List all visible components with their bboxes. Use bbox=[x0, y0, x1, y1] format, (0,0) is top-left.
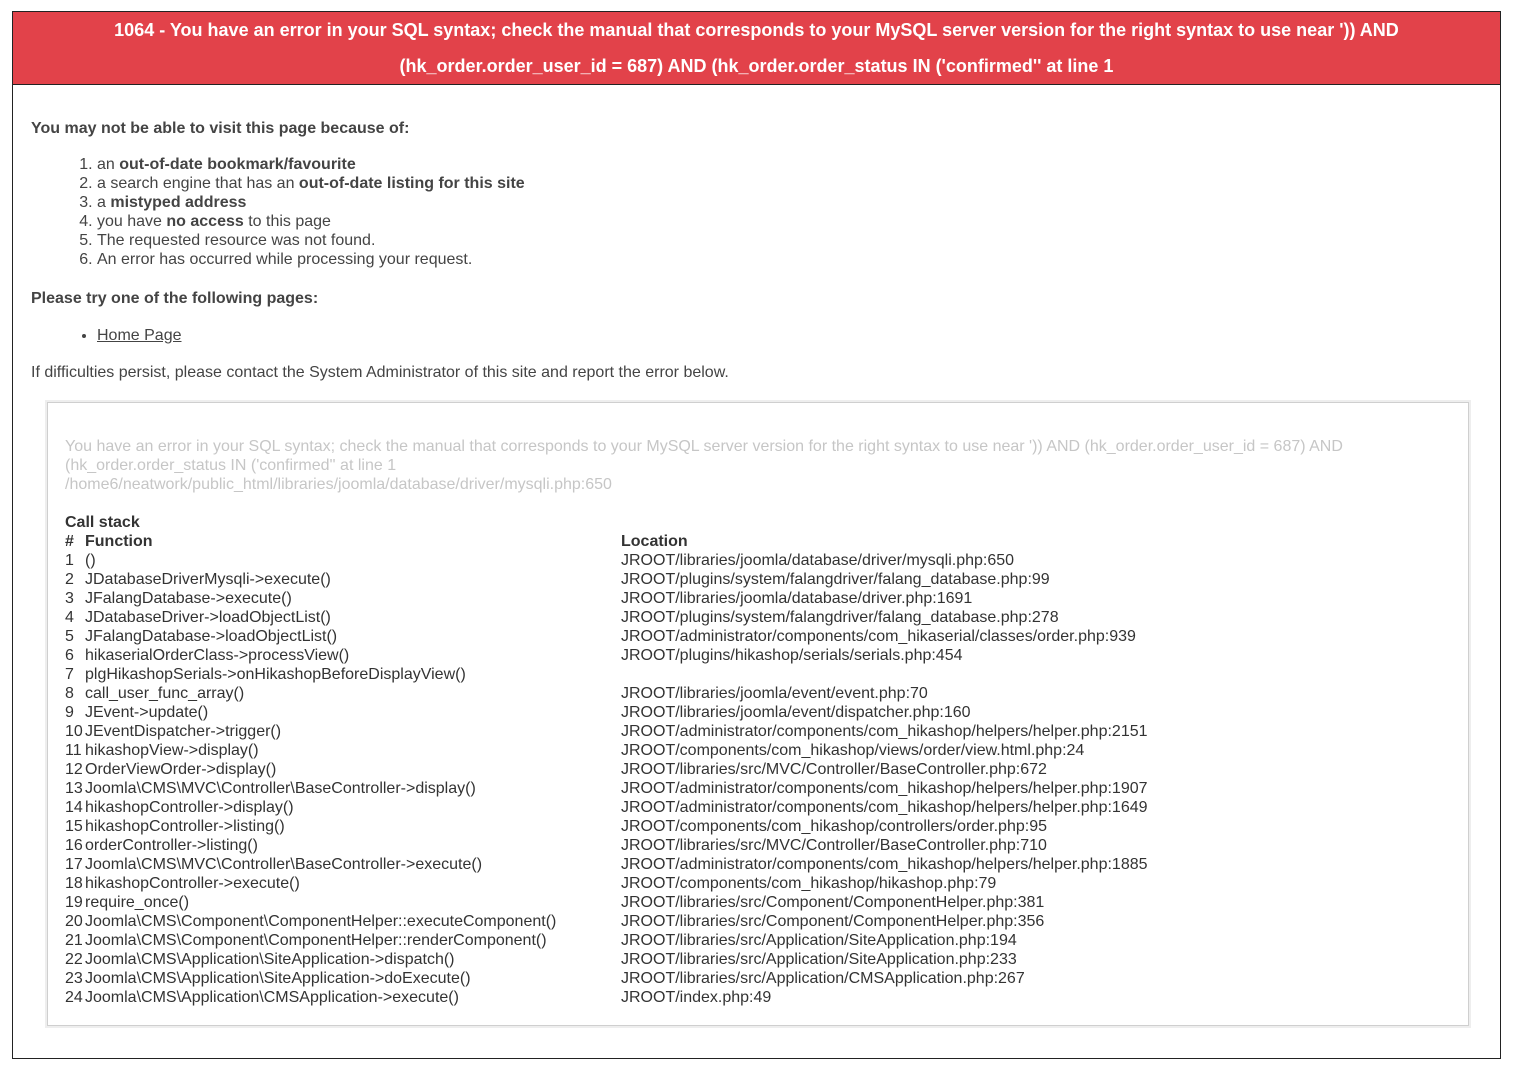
callstack-row-function: JDatabaseDriver->loadObjectList() bbox=[85, 609, 331, 626]
callstack-row-num: 16 bbox=[65, 837, 83, 854]
callstack-row bbox=[65, 722, 1148, 741]
callstack-header-row bbox=[65, 532, 1148, 551]
callstack-row bbox=[65, 874, 1148, 893]
callstack-row bbox=[65, 779, 1148, 798]
callstack-row bbox=[65, 817, 1148, 836]
callstack-row-function: hikaserialOrderClass->processView() bbox=[85, 647, 350, 664]
intro-heading: You may not be able to visit this page because of: bbox=[31, 120, 410, 137]
callstack-row bbox=[65, 551, 1148, 570]
callstack-row-num: 14 bbox=[65, 799, 83, 816]
reason-text: The requested resource was not found. bbox=[97, 232, 376, 249]
reason-text: a bbox=[97, 194, 111, 211]
callstack-row-location: JROOT/administrator/components/com_hikashop/helpers/helper.php:1907 bbox=[621, 780, 1148, 797]
callstack-row-location: JROOT/libraries/joomla/database/driver/mysqli.php:650 bbox=[621, 552, 1015, 569]
callstack-row bbox=[65, 703, 1148, 722]
trace-error-file: /home6/neatwork/public_html/libraries/joomla/database/driver/mysqli.php:650 bbox=[65, 476, 612, 493]
callstack-row-num: 24 bbox=[65, 989, 83, 1006]
callstack-row-function: Joomla\CMS\Application\SiteApplication->dispatch() bbox=[85, 951, 455, 968]
callstack-row bbox=[65, 969, 1148, 988]
reason-emphasis: mistyped address bbox=[110, 194, 247, 211]
callstack-table bbox=[65, 532, 1148, 1007]
callstack-row-num: 6 bbox=[65, 647, 74, 664]
callstack-row-location: JROOT/libraries/src/Component/ComponentHelper.php:381 bbox=[621, 894, 1045, 911]
trace-error-message: You have an error in your SQL syntax; check the manual that corresponds to your MySQL server version for the right syntax to use near ')) AND (hk_order.order_user_id = 687) AND (hk_order.order_status IN ('confirmed'' at line 1 bbox=[65, 438, 1343, 474]
callstack-row-num: 18 bbox=[65, 875, 83, 892]
callstack-row-function: JEvent->update() bbox=[85, 704, 209, 721]
callstack-row-num: 15 bbox=[65, 818, 83, 835]
callstack-row bbox=[65, 760, 1148, 779]
reason-item bbox=[97, 250, 525, 269]
callstack-row-function: JFalangDatabase->execute() bbox=[85, 590, 292, 607]
reason-item bbox=[97, 155, 525, 174]
callstack-row-location: JROOT/plugins/system/falangdriver/falang_database.php:99 bbox=[621, 571, 1050, 588]
reason-emphasis: out-of-date listing for this site bbox=[298, 175, 525, 192]
callstack-row-num: 5 bbox=[65, 628, 74, 645]
callstack-row-num: 13 bbox=[65, 780, 83, 797]
callstack-row-function: JDatabaseDriverMysqli->execute() bbox=[85, 571, 331, 588]
callstack-row-num: 2 bbox=[65, 571, 74, 588]
callstack-row-location bbox=[621, 665, 1148, 684]
callstack-row-location: JROOT/components/com_hikashop/views/order/view.html.php:24 bbox=[621, 742, 1085, 759]
callstack-row-location: JROOT/administrator/components/com_hikashop/helpers/helper.php:1885 bbox=[621, 856, 1148, 873]
callstack-row bbox=[65, 836, 1148, 855]
callstack-row-num: 11 bbox=[65, 742, 82, 759]
error-trace-box bbox=[47, 402, 1469, 1026]
callstack-row-function: Joomla\CMS\Component\ComponentHelper::renderComponent() bbox=[85, 932, 547, 949]
reason-text: an bbox=[97, 156, 120, 173]
reason-emphasis: no access bbox=[166, 213, 244, 230]
callstack-row-function: hikashopController->listing() bbox=[85, 818, 285, 835]
callstack-row-function: Joomla\CMS\Component\ComponentHelper::executeComponent() bbox=[85, 913, 557, 930]
callstack-row-function: hikashopController->display() bbox=[85, 799, 294, 816]
callstack-row-location: JROOT/libraries/src/Application/SiteApplication.php:233 bbox=[621, 951, 1017, 968]
callstack-row-num: 23 bbox=[65, 970, 83, 987]
callstack-row-function: require_once() bbox=[85, 894, 190, 911]
callstack-row-location: JROOT/components/com_hikashop/hikashop.php:79 bbox=[621, 875, 997, 892]
callstack-row-num: 7 bbox=[65, 666, 74, 683]
callstack-row-num: 21 bbox=[65, 932, 83, 949]
callstack-row-num: 10 bbox=[65, 723, 83, 740]
try-heading: Please try one of the following pages: bbox=[31, 290, 319, 307]
header-function: Function bbox=[85, 533, 153, 550]
callstack-row-location: JROOT/administrator/components/com_hikashop/helpers/helper.php:1649 bbox=[621, 799, 1148, 816]
callstack-row-location: JROOT/components/com_hikashop/controllers/order.php:95 bbox=[621, 818, 1047, 835]
callstack-row-function: hikashopView->display() bbox=[85, 742, 259, 759]
callstack-row bbox=[65, 988, 1148, 1007]
reason-item bbox=[97, 231, 525, 250]
callstack-row bbox=[65, 646, 1148, 665]
reason-item bbox=[97, 174, 525, 193]
callstack-row-num: 19 bbox=[65, 894, 83, 911]
callstack-row-num: 9 bbox=[65, 704, 74, 721]
trace-message-block bbox=[65, 437, 1445, 494]
error-banner bbox=[13, 12, 1500, 85]
callstack-row-num: 8 bbox=[65, 685, 74, 702]
callstack-row-function: Joomla\CMS\Application\CMSApplication->execute() bbox=[85, 989, 459, 1006]
callstack-row-location: JROOT/administrator/components/com_hikaserial/classes/order.php:939 bbox=[621, 628, 1136, 645]
callstack-row-location: JROOT/libraries/src/MVC/Controller/BaseController.php:710 bbox=[621, 837, 1047, 854]
callstack-row bbox=[65, 893, 1148, 912]
callstack-row-function: JFalangDatabase->loadObjectList() bbox=[85, 628, 338, 645]
error-page-frame bbox=[12, 11, 1501, 1059]
pages-list-item bbox=[97, 326, 182, 345]
callstack-row bbox=[65, 684, 1148, 703]
callstack-row-num: 12 bbox=[65, 761, 83, 778]
callstack-row-function: Joomla\CMS\Application\SiteApplication->doExecute() bbox=[85, 970, 471, 987]
callstack-row-function: call_user_func_array() bbox=[85, 685, 245, 702]
callstack-row-function: OrderViewOrder->display() bbox=[85, 761, 277, 778]
callstack-row bbox=[65, 608, 1148, 627]
callstack-row-function: () bbox=[85, 552, 96, 569]
callstack-row-location: JROOT/plugins/hikashop/serials/serials.php:454 bbox=[621, 647, 963, 664]
callstack-row bbox=[65, 950, 1148, 969]
reason-item bbox=[97, 193, 525, 212]
callstack-row bbox=[65, 931, 1148, 950]
callstack-row bbox=[65, 627, 1148, 646]
callstack-row-location: JROOT/libraries/joomla/database/driver.php:1691 bbox=[621, 590, 973, 607]
callstack-row-function: hikashopController->execute() bbox=[85, 875, 300, 892]
callstack-row-location: JROOT/libraries/joomla/event/dispatcher.php:160 bbox=[621, 704, 971, 721]
callstack-row-location: JROOT/libraries/src/Application/SiteApplication.php:194 bbox=[621, 932, 1017, 949]
callstack-title: Call stack bbox=[65, 514, 140, 531]
callstack-row-location: JROOT/libraries/src/Application/CMSApplication.php:267 bbox=[621, 970, 1025, 987]
error-banner-line-1: 1064 - You have an error in your SQL syntax; check the manual that corresponds to your MySQL server version for the right syntax to use near ')) AND bbox=[114, 20, 1399, 40]
callstack-row-location: JROOT/administrator/components/com_hikashop/helpers/helper.php:2151 bbox=[621, 723, 1148, 740]
callstack-row bbox=[65, 798, 1148, 817]
reason-text: you have bbox=[97, 213, 167, 230]
callstack-row bbox=[65, 741, 1148, 760]
callstack-row-num: 22 bbox=[65, 951, 83, 968]
callstack-row bbox=[65, 589, 1148, 608]
header-num: # bbox=[65, 533, 74, 550]
reason-emphasis: out-of-date bookmark/favourite bbox=[119, 156, 356, 173]
callstack-row-num: 17 bbox=[65, 856, 83, 873]
reason-text-suffix: to this page bbox=[243, 213, 331, 230]
home-page-link[interactable]: Home Page bbox=[97, 327, 182, 344]
header-location: Location bbox=[621, 533, 688, 550]
callstack-row bbox=[65, 665, 1148, 684]
callstack-row-function: orderController->listing() bbox=[85, 837, 258, 854]
error-banner-line-2: (hk_order.order_user_id = 687) AND (hk_order.order_status IN ('confirmed'' at line 1 bbox=[399, 56, 1114, 76]
persist-message: If difficulties persist, please contact the System Administrator of this site and report the error below. bbox=[31, 364, 729, 381]
callstack-row-num: 1 bbox=[65, 552, 74, 569]
callstack-row-location: JROOT/plugins/system/falangdriver/falang_database.php:278 bbox=[621, 609, 1059, 626]
reasons-list bbox=[13, 155, 525, 269]
callstack-row-function: plgHikashopSerials->onHikashopBeforeDisplayView() bbox=[85, 666, 466, 683]
reason-text: a search engine that has an bbox=[97, 175, 299, 192]
callstack-row bbox=[65, 570, 1148, 589]
reason-item bbox=[97, 212, 525, 231]
pages-list bbox=[13, 326, 182, 345]
callstack-row-location: JROOT/libraries/src/MVC/Controller/BaseController.php:672 bbox=[621, 761, 1047, 778]
callstack-row-function: JEventDispatcher->trigger() bbox=[85, 723, 282, 740]
callstack-body bbox=[65, 551, 1148, 1007]
callstack-row-location: JROOT/index.php:49 bbox=[621, 989, 772, 1006]
callstack-row bbox=[65, 855, 1148, 874]
callstack-row-location: JROOT/libraries/src/Component/ComponentHelper.php:356 bbox=[621, 913, 1045, 930]
callstack-row-num: 3 bbox=[65, 590, 74, 607]
callstack-row bbox=[65, 912, 1148, 931]
callstack-row-num: 4 bbox=[65, 609, 74, 626]
callstack-row-location: JROOT/libraries/joomla/event/event.php:70 bbox=[621, 685, 928, 702]
callstack-row-function: Joomla\CMS\MVC\Controller\BaseController->execute() bbox=[85, 856, 483, 873]
reason-text: An error has occurred while processing your request. bbox=[97, 251, 473, 268]
callstack-row-num: 20 bbox=[65, 913, 83, 930]
callstack-row-function: Joomla\CMS\MVC\Controller\BaseController->display() bbox=[85, 780, 476, 797]
